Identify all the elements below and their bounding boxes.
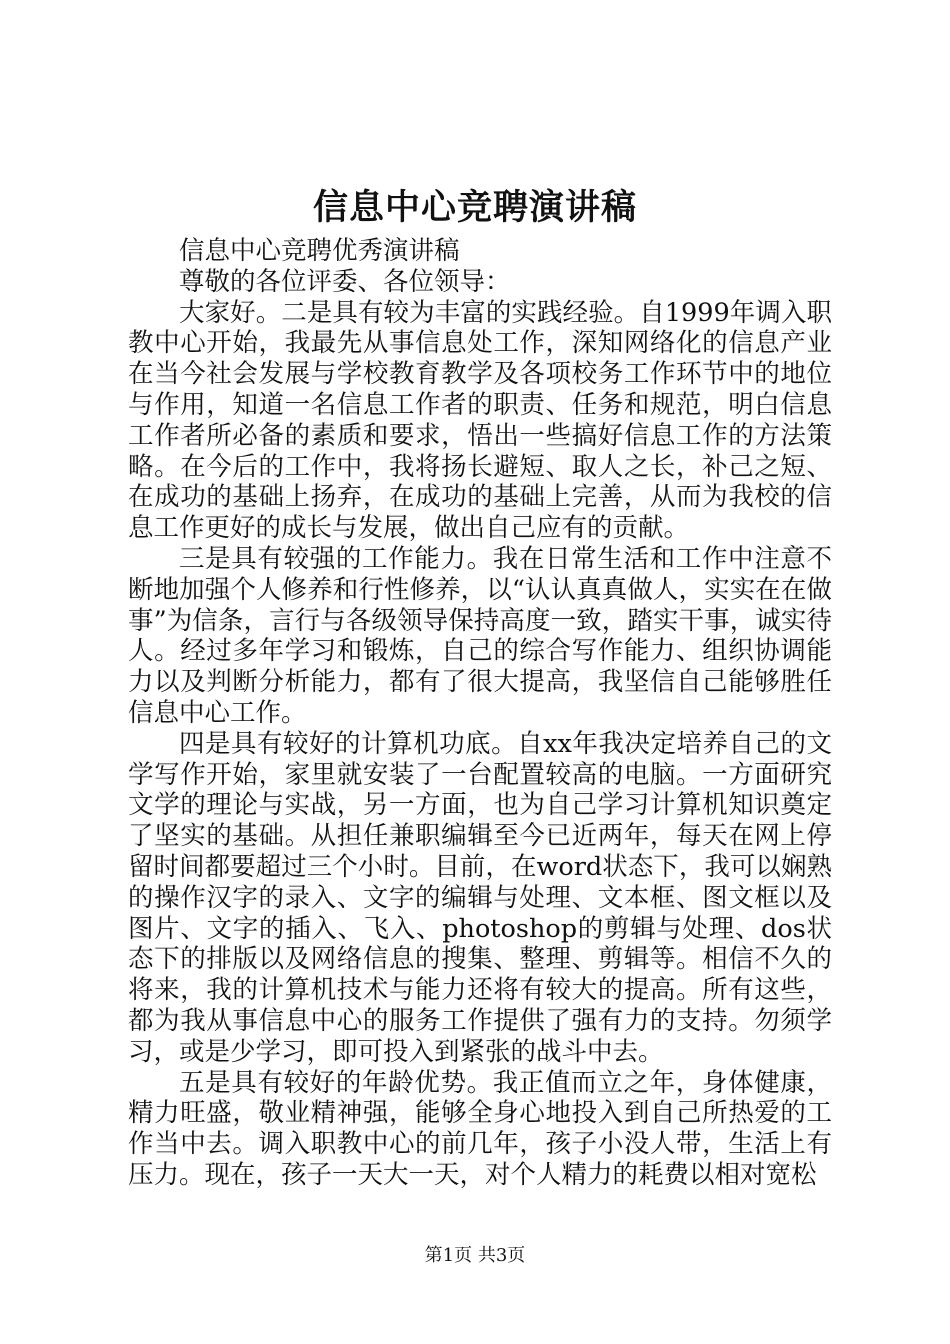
page-number-footer: 第1页 共3页 — [424, 1245, 526, 1266]
salutation-paragraph: 尊敬的各位评委、各位领导： — [179, 266, 511, 297]
body-paragraph-ability: 三是具有较强的工作能力。我在日常生活和工作中注意不断地加强个人修养和行性修养，以“认认真真做人，实实在在做事”为信条，言行与各级领导保持高度一致，踏实干事，诚实待人。经过多年学习和锻炼，自己的综合写作能力、组织协调能力以及判断分析能力，都有了很大提高，我坚信自己能够胜任信息中心工作。 — [128, 543, 832, 728]
body-paragraph-age: 五是具有较好的年龄优势。我正值而立之年，身体健康，精力旺盛，敬业精神强，能够全身心地投入到自己所热爱的工作当中去。调入职教中心的前几年，孩子小没人带，生活上有压力。现在，孩子一天大一天，对个人精力的耗费以相对宽松 — [128, 1067, 832, 1190]
document-title: 信息中心竞聘演讲稿 — [312, 187, 637, 228]
subtitle-paragraph: 信息中心竞聘优秀演讲稿 — [179, 236, 460, 266]
body-paragraph-computer: 四是具有较好的计算机功底。自xx年我决定培养自己的文学写作开始，家里就安装了一台配置较高的电脑。一方面研究文学的理论与实战，另一方面，也为自己学习计算机知识奠定了坚实的基础。从担任兼职编辑至今已近两年，每天在网上停留时间都要超过三个小时。目前，在word状态下，我可以娴熟的操作汉字的录入、文字的编辑与处理、文本框、图文框以及图片、文字的插入、飞入、photoshop的剪辑与处理、dos状态下的排版以及网络信息的搜集、整理、剪辑等。相信不久的将来，我的计算机技术与能力还将有较大的提高。所有这些，都为我从事信息中心的服务工作提供了强有力的支持。勿须学习，或是少学习，即可投入到紧张的战斗中去。 — [128, 728, 832, 1067]
body-paragraph-experience: 大家好。二是具有较为丰富的实践经验。自1999年调入职教中心开始，我最先从事信息处工作，深知网络化的信息产业在当今社会发展与学校教育教学及各项校务工作环节中的地位与作用，知道一名信息工作者的职责、任务和规范，明白信息工作者所必备的素质和要求，悟出一些搞好信息工作的方法策略。在今后的工作中，我将扬长避短、取人之长，补己之短、在成功的基础上扬弃，在成功的基础上完善，从而为我校的信息工作更好的成长与发展，做出自己应有的贡献。 — [128, 297, 832, 544]
document-body — [128, 236, 832, 1191]
